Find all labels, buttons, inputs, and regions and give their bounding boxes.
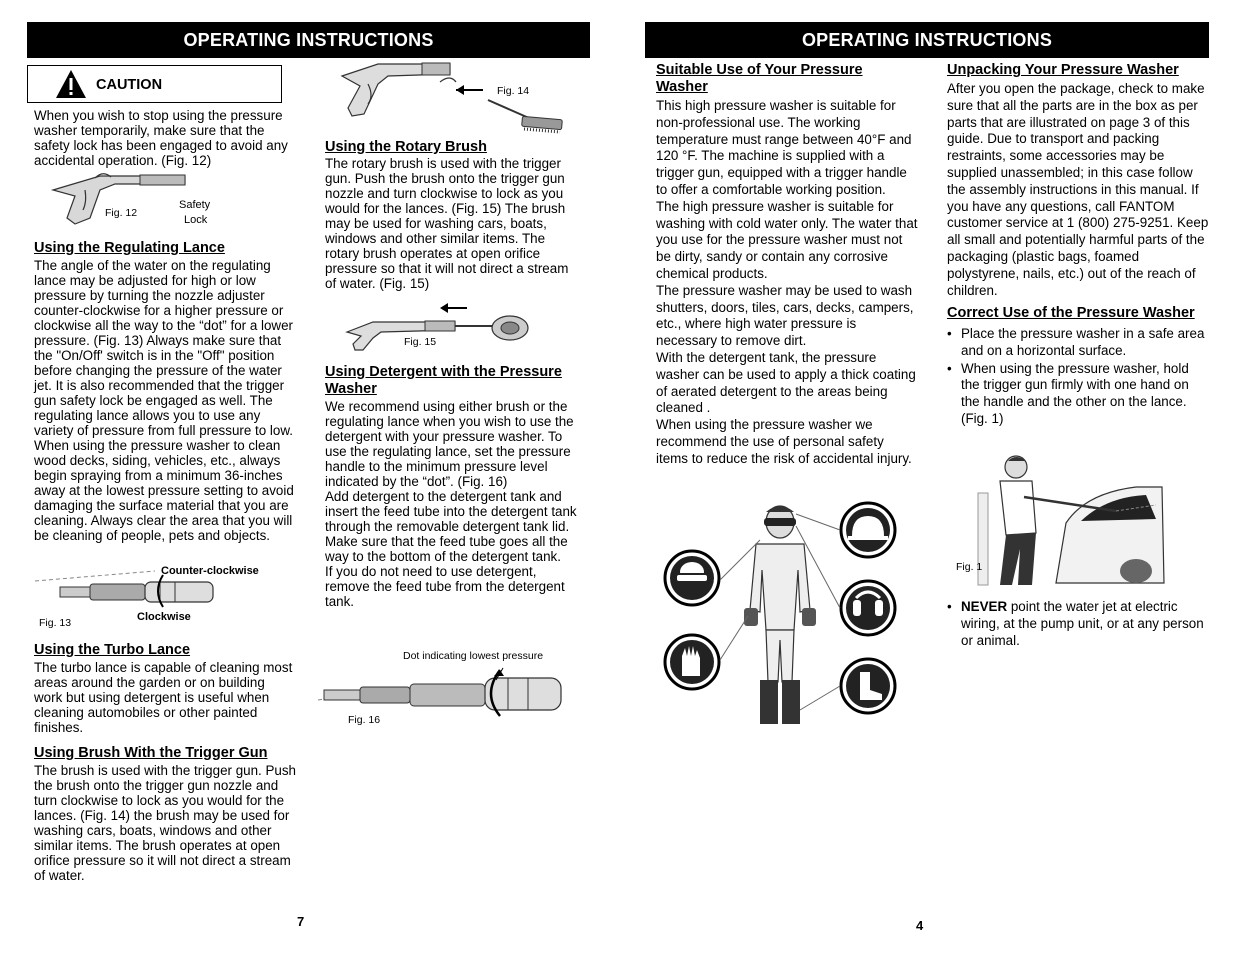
suitable-use-p5: When using the pressure washer we recommend the use of personal safety items to reduce the risk of accidental injury. <box>656 417 912 466</box>
fig16-caption: Fig. 16 <box>348 714 381 726</box>
left-page-number: 7 <box>297 914 305 929</box>
rotary-brush-text: The rotary brush is used with the trigger gun. Push the brush onto the trigger gun nozzle and turn clockwise to lock as you would for the lances. (Fig. 15) The brush may be used for washing cars, boats, windows and other similar items. The rotary brush operates at open orifice pressure so that it will not direct a stream of water. (Fig. 15) <box>325 156 569 291</box>
safety-gear-illustration <box>660 500 905 735</box>
caution-text: When you wish to stop using the pressure washer temporarily, make sure that the safety lock has been engaged to avoid any accidental operation. (Fig. 12) <box>34 108 288 168</box>
fig1-person-washing-car-illustration <box>966 453 1166 588</box>
boots-icon <box>841 659 895 713</box>
never-list <box>947 599 1209 649</box>
fig12-caption: Fig. 12 <box>105 207 138 219</box>
turbo-lance-title: Using the Turbo Lance <box>34 642 191 658</box>
fig12-trigger-gun-illustration <box>45 168 195 228</box>
regulating-lance-section <box>34 240 296 543</box>
turbo-lance-section <box>34 642 296 735</box>
ear-protection-icon <box>841 581 895 635</box>
list-item: • When using the pressure washer, hold the trigger gun firmly with one hand on the handle and the other on the lance. (Fig. 1) <box>961 361 1209 428</box>
fig14-trigger-gun-brush-illustration <box>338 60 568 140</box>
worker-figure <box>744 506 816 724</box>
right-page-number: 4 <box>916 918 924 933</box>
regulating-lance-text: The angle of the water on the regulating lance may be adjusted for high or low pressure by turning the nozzle adjuster counter-clockwise for a higher pressure or clockwise all the way to the “dot” for a lower pressure. (Fig. 13) Always make sure that the "On/Off' switch is in the "Off" position before changing the pressure of the water jet. It is also recommended that the trigger gun safety lock be engaged as well. The regulating lance allows you to use any variety of pressure from full pressure to low. When using the pressure washer to clean wood decks, siding, vehicles, etc., always begin spraying from a minimum 36-inches away at the lowest pressure setting to avoid damaging the surface material that you are cleaning. Always clear the area that you will be cleaning of people, pets and objects. <box>34 258 294 543</box>
never-warning <box>947 599 1209 650</box>
list-item: • Place the pressure washer in a safe area and on a horizontal surface. <box>961 326 1209 360</box>
correct-use-section <box>947 305 1209 429</box>
never-rest: point the water jet at electric wiring, at the pump unit, or at any person or animal. <box>961 599 1204 648</box>
fig15-rotary-brush-illustration <box>345 298 545 358</box>
fig13-cw-label: Clockwise <box>137 611 191 623</box>
rotary-brush-title: Using the Rotary Brush <box>325 139 487 155</box>
brush-trigger-title: Using Brush With the Trigger Gun <box>34 745 268 761</box>
left-page-header: OPERATING INSTRUCTIONS <box>27 22 590 58</box>
turbo-lance-text: The turbo lance is capable of cleaning most areas around the garden or on building work but using detergent is useful when cleaning automobiles or other painted finishes. <box>34 660 293 735</box>
brush-trigger-text: The brush is used with the trigger gun. Push the brush onto the trigger gun nozzle and turn clockwise to lock as you would for the lances. (Fig. 14) the brush may be used for washing cars, boats, windows and other similar items. The brush operates at open orifice pressure so it will not direct a stream of water. <box>34 763 297 883</box>
suitable-use-p2: The high pressure washer is suitable for washing with cold water only. The water that you use for the pressure washer must not be dirty, sandy or contain any corrosive chemical products. <box>656 198 918 281</box>
detergent-p2: Add detergent to the detergent tank and insert the feed tube into the detergent tank through the removable detergent tank lid. Make sure that the feed tube goes all the way to the bottom of the detergent tank. <box>325 489 577 564</box>
never-bold: NEVER <box>961 599 1008 614</box>
correct-use-title: Correct Use of the Pressure Washer <box>947 305 1195 321</box>
safety-glasses-icon <box>665 551 719 605</box>
fig15-caption: Fig. 15 <box>404 336 437 348</box>
rotary-brush-section <box>325 139 575 291</box>
suitable-use-p3: The pressure washer may be used to wash shutters, doors, tiles, cars, decks, campers, etc., where high water pressure is necessary to remove dirt. <box>656 282 914 349</box>
unpacking-title: Unpacking Your Pressure Washer <box>947 62 1179 78</box>
detergent-section <box>325 364 577 609</box>
suitable-use-p4: With the detergent tank, the pressure washer can be used to apply a thick coating of aerated detergent to the areas being cleaned . <box>656 349 916 416</box>
fig12-label-line2: Lock <box>184 214 208 226</box>
fig13-ccw-label: Counter-clockwise <box>161 565 259 577</box>
gloves-icon <box>665 635 719 689</box>
correct-use-list <box>947 326 1209 428</box>
detergent-p3: If you do not need to use detergent, remove the feed tube from the detergent tank. <box>325 564 565 609</box>
caution-label: CAUTION <box>96 77 163 93</box>
brush-trigger-section <box>34 745 296 883</box>
detergent-p1: We recommend using either brush or the regulating lance when you wish to use the detergent with your pressure washer. To use the regulating lance, set the pressure handle to the minimum pressure level indicated by the “dot”. (Fig. 16) <box>325 399 574 489</box>
regulating-lance-title: Using the Regulating Lance <box>34 240 225 256</box>
caution-box <box>27 65 282 103</box>
list-item <box>961 599 1209 649</box>
fig14-caption: Fig. 14 <box>497 85 530 97</box>
unpacking-text: After you open the package, check to make sure that all the parts are in the box as per parts that are illustrated on page 3 of this guide. Due to transport and packing restraints, some accessories may be supplied unassembled; in this case follow the assembly instructions in this manual. If you have any questions, call FANTOM customer service at 1 (800) 275-9251. Keep all small and potentially harmful parts of the packaging (plastic bags, foamed polystyrene, nails, etc.) out of the reach of children. <box>947 81 1209 298</box>
suitable-use-p1: This high pressure washer is suitable for non-professional use. The working temperature must range between 40°F and 120 °F. The machine is supplied with a trigger gun, equipped with a trigger handle to offer a comfortable working position. <box>656 98 912 197</box>
hard-hat-icon <box>841 503 895 557</box>
right-page-header: OPERATING INSTRUCTIONS <box>645 22 1209 58</box>
fig16-label: Dot indicating lowest pressure <box>403 650 544 662</box>
fig1-caption: Fig. 1 <box>956 561 983 573</box>
fig13-regulating-lance-illustration <box>35 573 225 613</box>
suitable-use-title: Suitable Use of Your Pressure Washer <box>656 62 863 95</box>
detergent-title: Using Detergent with the Pressure Washer <box>325 364 562 397</box>
suitable-use-section <box>656 62 918 468</box>
unpacking-section <box>947 62 1209 299</box>
warning-triangle-icon <box>55 69 87 99</box>
fig13-caption: Fig. 13 <box>39 617 72 629</box>
fig12-label-line1: Safety <box>179 199 211 211</box>
